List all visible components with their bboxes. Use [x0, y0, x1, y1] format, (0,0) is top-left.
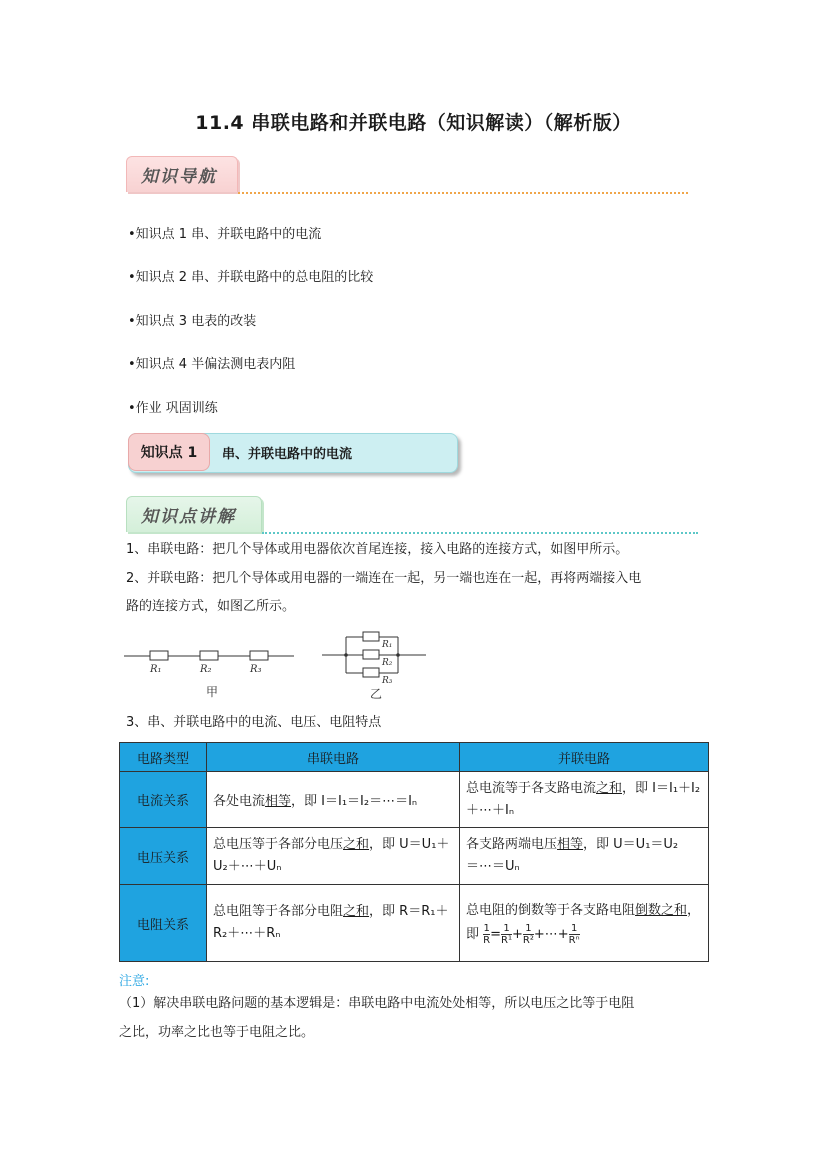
cell-series-current: 各处电流相等，即 I＝I₁＝I₂＝⋯＝Iₙ — [207, 772, 460, 828]
nav-banner: 知识导航 — [126, 156, 238, 192]
parallel-label-r3: R₃ — [382, 676, 393, 686]
row-label-current: 电流关系 — [120, 772, 207, 828]
note-label: 注意: — [119, 974, 150, 989]
para-parallel-def-1: 2、并联电路：把几个导体或用电器的一端连在一起，另一端也连在一起，再将两端接入电 — [126, 571, 642, 586]
series-label-r1: R₁ — [150, 664, 162, 675]
cell-parallel-resistance: 总电阻的倒数等于各支路电阻倒数之和，即 $\frac{1}{R}$ = $\frac{1}{\text{R¹}}$ + $\frac{1}{\text{R²}}$ +⋯+ $\frac{1}{\text{Rⁿ}}$ — [460, 885, 709, 962]
parallel-label-r1: R₁ — [382, 640, 393, 650]
kp1-tag: 知识点 1 — [128, 433, 210, 471]
relation-table — [119, 742, 709, 962]
nav-item-3[interactable]: •知识点 3 电表的改装 — [128, 314, 257, 329]
note-1-line-2: 之比，功率之比也等于电阻之比。 — [119, 1025, 315, 1040]
nav-item-1[interactable]: •知识点 1 串、并联电路中的电流 — [128, 227, 322, 242]
nav-item-4[interactable]: •知识点 4 半偏法测电表内阻 — [128, 357, 296, 372]
series-label-r2: R₂ — [200, 664, 212, 675]
series-label-r3: R₃ — [250, 664, 262, 675]
circuit-diagrams — [120, 628, 440, 700]
note-1-line-1: （1）解决串联电路问题的基本逻辑是：串联电路中电流处处相等，所以电压之比等于电阻 — [119, 996, 635, 1011]
kp1-title: 串、并联电路中的电流 — [222, 447, 353, 462]
page-title: 11.4 串联电路和并联电路（知识解读）（解析版） — [195, 112, 632, 134]
explain-banner: 知识点讲解 — [126, 496, 262, 532]
series-caption: 甲 — [206, 685, 219, 699]
nav-divider — [238, 192, 688, 194]
nav-item-2[interactable]: •知识点 2 串、并联电路中的总电阻的比较 — [128, 270, 374, 285]
cell-series-voltage: 总电压等于各部分电压之和，即 U＝U₁＋U₂＋⋯＋Uₙ — [207, 828, 460, 885]
row-label-resistance: 电阻关系 — [120, 885, 207, 962]
explain-divider — [262, 532, 698, 534]
parallel-label-r2: R₂ — [382, 658, 393, 668]
cell-series-resistance: 总电阻等于各部分电阻之和，即 R＝R₁＋R₂＋⋯＋Rₙ — [207, 885, 460, 962]
parallel-caption: 乙 — [370, 687, 383, 700]
table-row — [120, 885, 709, 962]
cell-parallel-current: 总电流等于各支路电流之和，即 I＝I₁＋I₂＋⋯＋Iₙ — [460, 772, 709, 828]
para-series-def: 1、串联电路：把几个导体或用电器依次首尾连接，接入电路的连接方式，如图甲所示。 — [126, 542, 629, 557]
nav-item-homework[interactable]: •作业 巩固训练 — [128, 401, 218, 416]
parallel-circuit — [322, 632, 426, 677]
para-table-intro: 3、串、并联电路中的电流、电压、电阻特点 — [126, 715, 382, 730]
table-row — [120, 828, 709, 885]
header-series: 串联电路 — [207, 743, 460, 772]
header-parallel: 并联电路 — [460, 743, 709, 772]
para-parallel-def-2: 路的连接方式，如图乙所示。 — [126, 599, 296, 614]
cell-parallel-voltage: 各支路两端电压相等，即 U＝U₁＝U₂＝⋯＝Uₙ — [460, 828, 709, 885]
header-circuit-type: 电路类型 — [120, 743, 207, 772]
row-label-voltage: 电压关系 — [120, 828, 207, 885]
reciprocal-formula: $\frac{1}{R}$ = $\frac{1}{\text{R¹}}$ + $\frac{1}{\text{R²}}$ +⋯+ $\frac{1}{\text{Rⁿ}}$ — [483, 923, 580, 946]
series-circuit — [124, 651, 294, 660]
table-row — [120, 772, 709, 828]
